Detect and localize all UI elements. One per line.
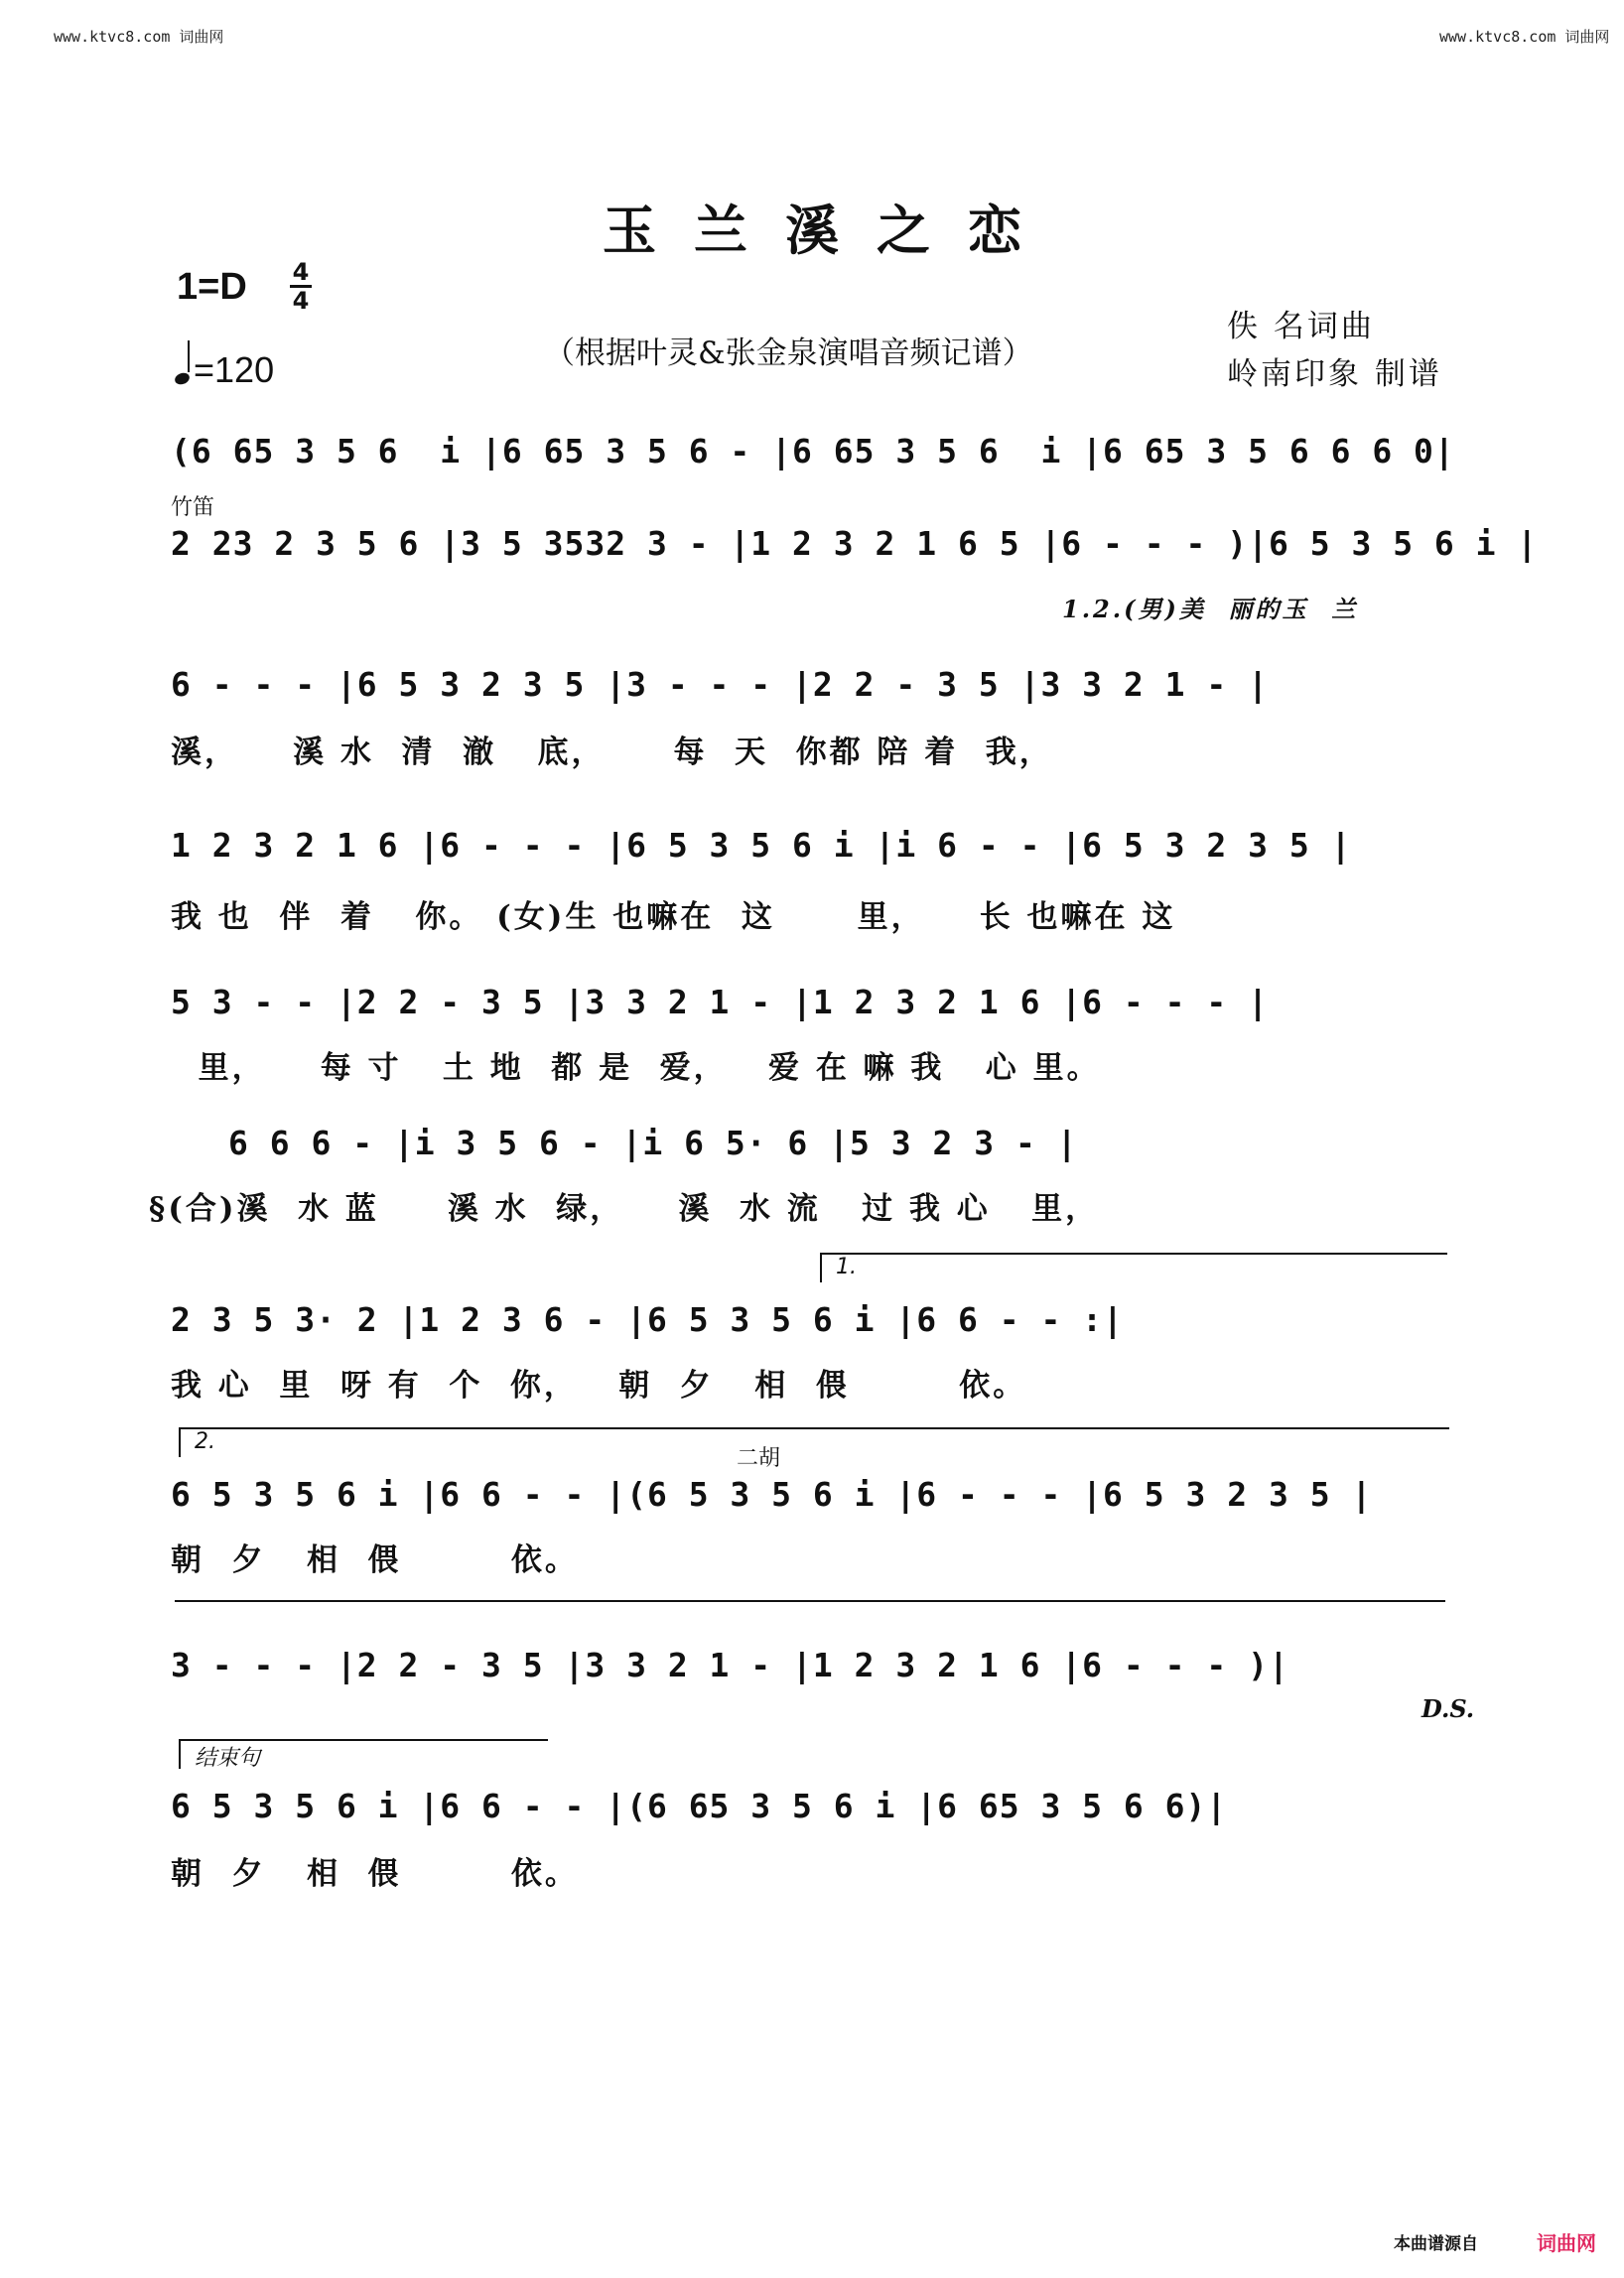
- notes-row-3: 6 - - - |6 5 3 2 3 5 |3 - - - |2 2 - 3 5 |3 3 2 1 - |: [171, 665, 1269, 704]
- volta-1: [820, 1253, 1447, 1282]
- footer-site-link[interactable]: 词曲网: [1537, 2231, 1596, 2255]
- notes-row-1: (6 65 3 5 6 i |6 65 3 5 6 - |6 65 3 5 6 i |6 65 3 5 6 6 6 0|: [171, 432, 1455, 470]
- notation-row-1: [171, 432, 1455, 491]
- credit-composer: 佚 名词曲: [1227, 309, 1375, 344]
- ending-label: 结束句: [195, 1746, 261, 1771]
- lyric-row-5: §(合)溪 水 蓝 溪 水 绿， 溪 水 流 过 我 心 里，: [149, 1191, 1100, 1227]
- notation-row-5: [171, 983, 1451, 1042]
- volta-2-label: 2.: [195, 1429, 215, 1454]
- tempo-marking: [175, 349, 274, 391]
- header-right-watermark[interactable]: www.ktvc8.com 词曲网: [1439, 28, 1610, 46]
- erhu-label: 二胡: [737, 1445, 781, 1470]
- notes-row-9: 3 - - - |2 2 - 3 5 |3 3 2 1 - |1 2 3 2 1 6 |6 - - - )|: [171, 1646, 1289, 1684]
- left-watermark-strip: [6, 10, 20, 2263]
- notation-row-3: [171, 665, 1451, 725]
- ds-marking: D.S.: [1421, 1694, 1475, 1723]
- ending-bracket: [179, 1739, 548, 1769]
- note-stem: [188, 340, 190, 372]
- notes-row-6: 6 6 6 - |i 3 5 6 - |i 6 5· 6 |5 3 2 3 - |: [228, 1124, 1078, 1162]
- footer-source-text: 本曲谱源自: [1394, 2234, 1478, 2254]
- right-watermark-strip: [1604, 10, 1618, 2263]
- notation-row-8: [171, 1475, 1451, 1535]
- subtitle: （根据叶灵&张金泉演唱音频记谱）: [544, 335, 1033, 371]
- notation-row-4: [171, 826, 1451, 885]
- lyric-row-6: 我 心 里 呀 有 个 你， 朝 夕 相 偎 依。: [171, 1368, 1027, 1404]
- lyric-row-7: 朝 夕 相 偎 依。: [171, 1542, 579, 1578]
- lyric-row-1: 1.2.(男)美 丽的玉 兰: [1062, 595, 1359, 623]
- volta-2-extension-line: [175, 1600, 1445, 1602]
- notes-row-7: 2 3 5 3· 2 |1 2 3 6 - |6 5 3 5 6 i |6 6 - - :|: [171, 1300, 1124, 1339]
- tempo-value: =120: [194, 349, 275, 390]
- time-signature: [290, 260, 312, 313]
- quarter-note-icon: [174, 371, 192, 386]
- notes-row-2: 2 23 2 3 5 6 |3 5 3532 3 - |1 2 3 2 1 6 5 |6 - - - )|6 5 3 5 6 i |: [171, 524, 1539, 563]
- dizi-label: 竹笛: [171, 494, 215, 519]
- notes-row-10: 6 5 3 5 6 i |6 6 - - |(6 65 3 5 6 i |6 65 3 5 6 6)|: [171, 1787, 1228, 1825]
- lyric-row-4: 里， 每 寸 土 地 都 是 爱， 爱 在 嘛 我 心 里。: [171, 1050, 1101, 1086]
- notes-row-5: 5 3 - - |2 2 - 3 5 |3 3 2 1 - |1 2 3 2 1 6 |6 - - - |: [171, 983, 1269, 1021]
- volta-1-label: 1.: [836, 1255, 857, 1279]
- lyric-row-2: 溪， 溪 水 清 澈 底， 每 天 你都 陪 着 我，: [171, 735, 1053, 770]
- notation-row-10: [171, 1787, 1451, 1846]
- notes-row-4: 1 2 3 2 1 6 |6 - - - |6 5 3 5 6 i |i 6 - - |6 5 3 2 3 5 |: [171, 826, 1352, 865]
- lyric-row-8: 朝 夕 相 偎 依。: [171, 1856, 579, 1892]
- notation-row-2: [171, 524, 1539, 584]
- notation-row-9: [171, 1646, 1451, 1705]
- header-left-watermark[interactable]: www.ktvc8.com 词曲网: [54, 28, 224, 46]
- notes-row-8: 6 5 3 5 6 i |6 6 - - |(6 5 3 5 6 i |6 - - - |6 5 3 2 3 5 |: [171, 1475, 1373, 1514]
- credits: [1227, 303, 1442, 398]
- volta-2: [179, 1427, 1449, 1457]
- credit-transcriber: 岭南印象 制谱: [1227, 356, 1442, 392]
- lyric-row-3: 我 也 伴 着 你。 (女)生 也嘛在 这 里， 长 也嘛在 这: [171, 899, 1176, 935]
- notation-row-7: [171, 1300, 1451, 1360]
- song-title: 玉兰溪之恋: [603, 199, 1059, 262]
- time-top: 4: [292, 258, 310, 286]
- key-signature: 1=D: [177, 266, 247, 308]
- time-bottom: 4: [292, 287, 310, 315]
- notation-row-6: [228, 1124, 1509, 1183]
